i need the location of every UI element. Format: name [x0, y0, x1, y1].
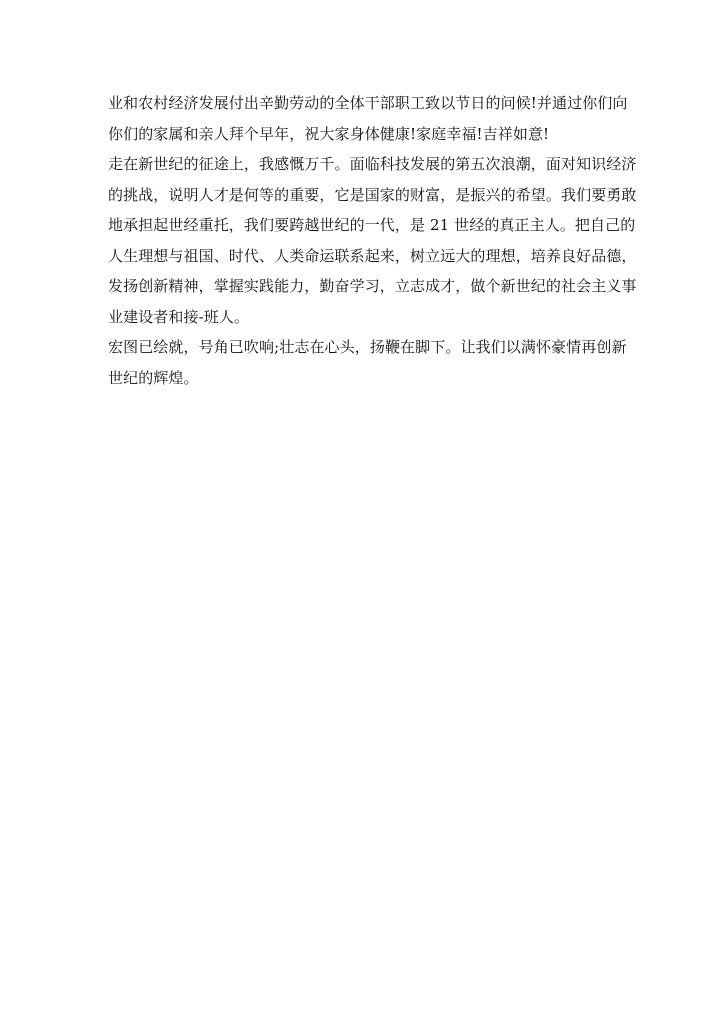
text-line: 业和农村经济发展付出辛勤劳动的全体干部职工致以节日的问候!并通过你们向 — [108, 94, 628, 112]
text-line: 走在新世纪的征途上，我感慨万千。面临科技发展的第五次浪潮，面对知识经济 — [108, 155, 637, 173]
text-line: 世纪的辉煌。 — [108, 368, 199, 387]
text-line: 的挑战，说明人才是何等的重要，它是国家的财富，是振兴的希望。我们要勇敢 — [108, 185, 637, 204]
text-line: 人生理想与祖国、时代、人类命运联系起来，树立远大的理想，培养良好品德， — [108, 246, 637, 265]
text-line: 你们的家属和亲人拜个早年，祝大家身体健康!家庭幸福!吉祥如意! — [108, 124, 550, 143]
body-text — [108, 88, 637, 393]
text-line: 宏图已绘就，号角已吹响;壮志在心头，扬鞭在脚下。让我们以满怀豪情再创新 — [108, 338, 627, 356]
text-line: 发扬创新精神，掌握实践能力，勤奋学习，立志成才，做个新世纪的社会主义事 — [108, 277, 637, 295]
text-line: 业建设者和接-班人。 — [108, 307, 250, 326]
text-line: 地承担起世经重托，我们要跨越世纪的一代，是 21 世经的真正主人。把自己的 — [108, 216, 636, 234]
